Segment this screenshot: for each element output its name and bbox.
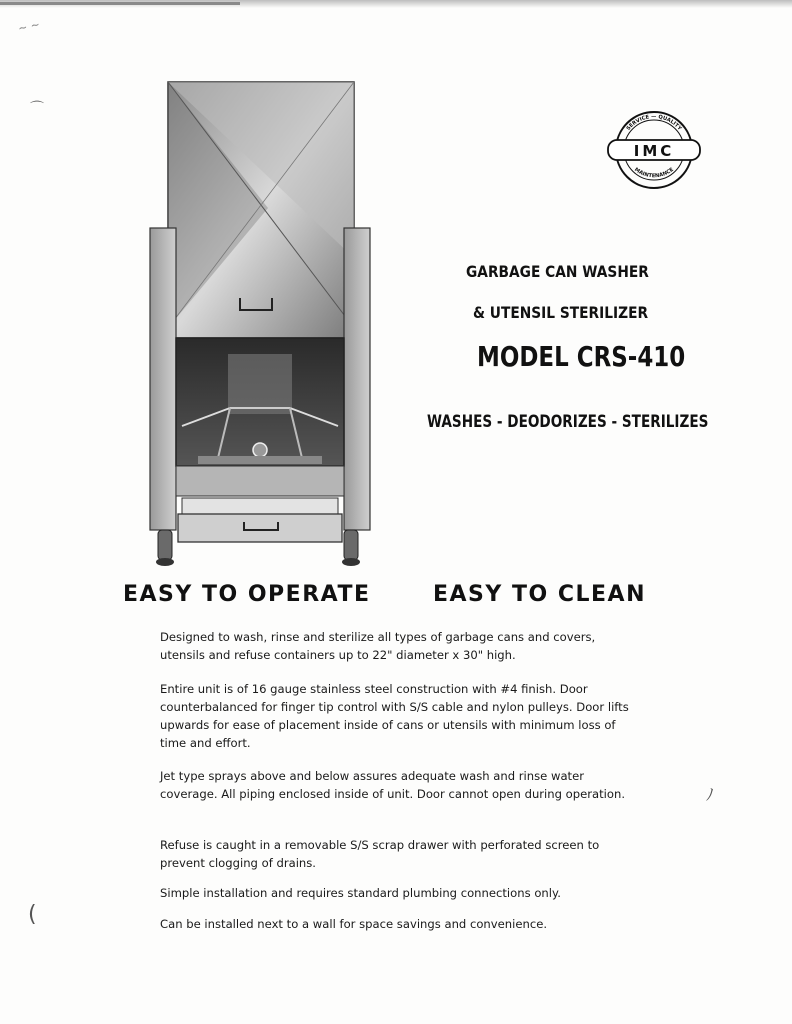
logo-letters: IMC <box>633 142 675 160</box>
handwritten-scribble: ~ ~ <box>16 17 42 36</box>
svg-text:MAINTENANCE <box>633 167 675 180</box>
logo-ring-top: SERVICE — QUALITY <box>625 113 683 132</box>
scan-mark-bottom: ( <box>28 902 37 927</box>
model-title: MODEL CRS-410 <box>477 340 686 373</box>
product-line-1: GARBAGE CAN WASHER <box>466 262 649 281</box>
paragraph-refuse: Refuse is caught in a removable S/S scrap drawer with perforated screen to prevent clogging of drains. <box>160 838 600 870</box>
paragraph-construction: Entire unit is of 16 gauge stainless steel construction with #4 finish. Door counterbalanced for finger tip control with S/S cable and nylon pulleys. Door lifts upwards for ease of placement inside of cans or utensils with minimum loss of time and effort. <box>160 682 629 750</box>
tagline: WASHES - DEODORIZES - STERILIZES <box>427 412 709 432</box>
scan-edge <box>0 2 240 5</box>
logo-ring-bottom: MAINTENANCE <box>633 166 675 180</box>
paragraph-wall: Can be installed next to a wall for space savings and convenience. <box>160 917 548 931</box>
scan-mark: ⌒ <box>30 101 44 117</box>
heading-easy-to-operate: EASY TO OPERATE <box>123 582 371 607</box>
imc-logo <box>604 108 704 192</box>
machine-illustration <box>148 78 372 568</box>
paragraph-design: Designed to wash, rinse and sterilize all types of garbage cans and covers, utensils and refuse containers up to 22" diameter x 30" high. <box>160 630 596 662</box>
heading-easy-to-clean: EASY TO CLEAN <box>433 582 646 607</box>
scan-mark-right: ﾉ <box>706 785 715 804</box>
product-line-2: & UTENSIL STERILIZER <box>473 303 649 322</box>
paragraph-installation: Simple installation and requires standard plumbing connections only. <box>160 886 561 900</box>
paragraph-sprays: Jet type sprays above and below assures adequate wash and rinse water coverage. All piping enclosed inside of unit. Door cannot open during operation. <box>160 769 626 801</box>
